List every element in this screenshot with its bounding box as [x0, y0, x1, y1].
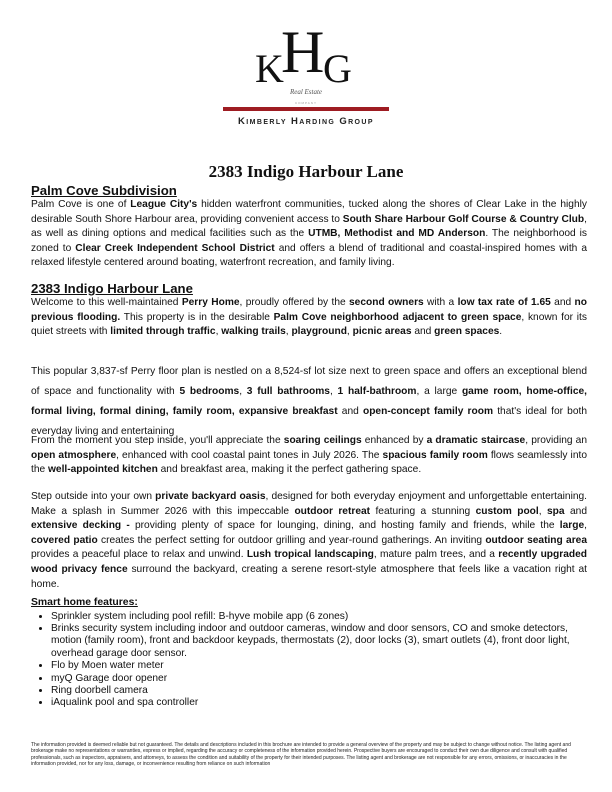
- floorplan-section: [31, 362, 587, 442]
- smart-home-item: • Flo by Moen water meter: [51, 660, 587, 672]
- bold-text: Lush tropical landscaping: [246, 549, 374, 561]
- subdivision-heading: Palm Cove Subdivision: [31, 183, 177, 198]
- smart-home-list: [31, 611, 587, 710]
- bold-text: Palm Cove neighborhood adjacent to green space: [273, 311, 522, 323]
- bold-text: Clear Creek Independent School District: [75, 242, 275, 254]
- bold-text: outdoor retreat: [294, 505, 371, 517]
- smart-home-item: • Ring doorbell camera: [51, 685, 587, 697]
- smart-home-heading: Smart home features:: [31, 597, 138, 608]
- bold-text: Perry Home: [181, 297, 240, 308]
- bold-text: spa: [547, 505, 565, 517]
- bold-text: covered patio: [31, 534, 98, 546]
- floorplan-paragraph: This popular 3,837-sf Perry floor plan is nestled on a 8,524-sf lot size next to green space and offers an exceptional blend of space and functionality with 5 bedrooms, 3 full bathrooms, 1 half-bathroom, a large game room, home-office, formal living, formal dining, family room, expansive breakfast and open-concept family room that's ideal for both everyday living and entertaining: [31, 366, 587, 437]
- property-section: [31, 281, 587, 340]
- page-title: 2383 Indigo Harbour Lane: [208, 162, 404, 181]
- monogram-k: K: [255, 46, 284, 91]
- subdivision-paragraph: Palm Cove is one of League City's hidden waterfront communities, tucked along the shores of Clear Lake in the highly desirable South Shore Harbour area, providing convenient access to South Share Harbour Golf Course & Country Club, as well as dining options and medical facilities such as the UTMB, Methodist and MD Anderson. The neighborhood is zoned to Clear Creek Independent School District and offers a blend of traditional and coastal-inspired homes with a relaxed lifestyle centered around boating, waterfront recreation, and family living.: [31, 199, 587, 269]
- bold-text: extensive decking -: [31, 520, 130, 532]
- bold-text: game room, home-office, formal living, formal dining, family room, expansive breakfast: [31, 386, 587, 417]
- bold-text: soaring ceilings: [283, 435, 362, 446]
- bold-text: spacious family room: [382, 449, 488, 461]
- bold-text: private backyard oasis: [155, 491, 266, 502]
- logo-small-text: COMPANY: [295, 101, 317, 105]
- logo-accent-bar: [223, 107, 389, 111]
- bold-text: 1 half-bathroom: [337, 386, 417, 397]
- interior-paragraph: From the moment you step inside, you'll appreciate the soaring ceilings enhanced by a dramatic staircase, providing an open atmosphere, enhanced with cool coastal paint tones in July 2026. The spacious family room flows seamlessly into the well-appointed kitchen and breakfast area, making it the perfect gathering space.: [31, 435, 588, 476]
- bold-text: a dramatic staircase: [426, 435, 526, 446]
- bold-text: low tax rate of 1.65: [457, 297, 551, 308]
- bold-text: League City's: [130, 199, 198, 210]
- bold-text: no previous flooding.: [31, 297, 587, 323]
- legal-disclaimer: The information provided is deemed reliable but not guaranteed. The details and descriptions included in this brochure are intended to provide a general overview of the property and may be subject to change without notice. The listing agent and brokerage make no representations or warranties, express or implied, regarding the accuracy or completeness of the information provided herein. Prospective buyers are encouraged to conduct their own due diligence and consult with qualified professionals, such as inspectors, appraisers, and attorneys, to assess the condition and suitability of the property for their intended purposes. The listing agent and brokerage are not responsible for any errors, omissions, or inaccuracies in the information provided, nor for any loss, damage, or inconvenience resulting from reliance on such information: [31, 742, 571, 767]
- logo-script-text: Real Estate: [289, 88, 323, 96]
- backyard-section: [31, 490, 587, 592]
- property-heading: 2383 Indigo Harbour Lane: [31, 281, 193, 296]
- bold-text: walking trails: [221, 326, 286, 338]
- bold-text: well-appointed kitchen: [48, 464, 158, 476]
- khg-monogram: [251, 30, 361, 94]
- smart-home-item: • iAqualink pool and spa controller: [51, 697, 587, 709]
- bold-text: UTMB, Methodist and MD Anderson: [308, 228, 486, 240]
- smart-home-item: • myQ Garage door opener: [51, 673, 587, 685]
- bold-text: open-concept family room: [362, 406, 494, 417]
- smart-home-item: • Brinks security system including indoor and outdoor cameras, window and door sensors, CO and smoke detectors, motion (family room), front and backdoor keypads, thermostats (2), door locks (3), smart outlets (4), front door light, overhead garage door sensor.: [51, 623, 587, 660]
- interior-section: [31, 434, 587, 478]
- bold-text: green spaces: [434, 326, 500, 338]
- firm-name: Kimberly Harding Group: [238, 116, 374, 127]
- bold-text: custom pool: [475, 505, 539, 517]
- bold-text: 5 bedrooms: [179, 386, 240, 397]
- bold-text: limited through traffic: [110, 326, 216, 338]
- property-intro-paragraph: Welcome to this well-maintained Perry Home, proudly offered by the second owners with a low tax rate of 1.65 and no previous flooding. This property is in the desirable Palm Cove neighborhood adjacent to green space, known for its quiet streets with limited through traffic, walking trails, playground, picnic areas and green spaces.: [31, 297, 587, 338]
- bold-text: large: [559, 520, 585, 532]
- bold-text: open atmosphere: [31, 449, 117, 461]
- bold-text: recently upgraded wood privacy fence: [31, 549, 587, 575]
- bold-text: playground: [291, 326, 347, 338]
- bold-text: 3 full bathrooms: [246, 386, 330, 397]
- bold-text: second owners: [349, 297, 424, 308]
- khg-monogram-mark: [251, 30, 361, 94]
- subdivision-section: [31, 183, 587, 271]
- bold-text: South Share Harbour Golf Course & Country Club: [342, 213, 585, 225]
- backyard-paragraph: Step outside into your own private backyard oasis, designed for both everyday enjoyment and unforgettable entertaining. Make a splash in Summer 2026 with this impeccable outdoor retreat featuring a stunning custom pool, spa and extensive decking - providing plenty of space for lounging, dining, and hosting family and friends, while the large, covered patio creates the perfect setting for outdoor grilling and year-round gatherings. An inviting outdoor seating area provides a peaceful place to relax and unwind. Lush tropical landscaping, mature palm trees, and a recently upgraded wood privacy fence surround the backyard, creating a serene resort-style atmosphere that feels like a vacation right at home.: [31, 491, 588, 590]
- smart-home-section: [31, 596, 587, 710]
- monogram-g: G: [323, 46, 352, 91]
- bold-text: outdoor seating area: [485, 534, 588, 546]
- bold-text: picnic areas: [352, 326, 412, 338]
- smart-home-item: • Sprinkler system including pool refill: B-hyve mobile app (6 zones): [51, 611, 587, 623]
- monogram-h: H: [281, 30, 325, 85]
